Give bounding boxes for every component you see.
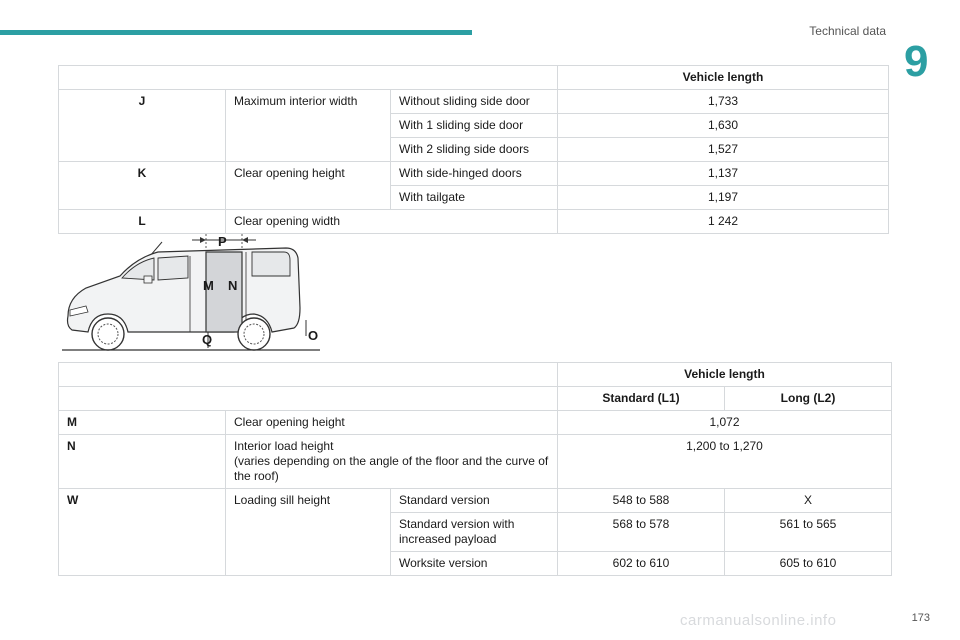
subheader-long: Long (L2): [725, 387, 892, 411]
dimension-code: W: [59, 489, 226, 576]
value-cell: 605 to 610: [725, 552, 892, 576]
value-cell: 1,137: [558, 162, 889, 186]
dimension-p-label: P: [218, 234, 227, 249]
column-header: Vehicle length: [558, 66, 889, 90]
mirror: [144, 276, 152, 283]
dimension-code: L: [59, 210, 226, 234]
table-header-row: [59, 363, 892, 387]
page-number: 173: [911, 612, 930, 624]
dimension-n-label: N: [228, 278, 238, 293]
value-cell: 1 242: [558, 210, 889, 234]
dimension-label: Clear opening width: [226, 210, 558, 234]
sub-label: Worksite version: [391, 552, 558, 576]
dimension-code: N: [59, 435, 226, 489]
value-cell: X: [725, 489, 892, 513]
value-cell: 568 to 578: [558, 513, 725, 552]
dimension-code: K: [59, 162, 226, 210]
header-accent-bar: [0, 30, 472, 35]
column-header: Vehicle length: [558, 363, 892, 387]
dimension-label: Interior load height: [234, 439, 334, 453]
table-header-row: [59, 66, 889, 90]
value-cell: 1,733: [558, 90, 889, 114]
value-cell: 1,527: [558, 138, 889, 162]
sub-label: With side-hinged doors: [391, 162, 558, 186]
dimension-q-label: Q: [202, 332, 213, 347]
value-cell: 548 to 588: [558, 489, 725, 513]
section-title: Technical data: [809, 24, 886, 38]
value-cell: 561 to 565: [725, 513, 892, 552]
dimension-label: Clear opening height: [226, 411, 558, 435]
load-height-table: [58, 362, 892, 576]
sub-label: Standard version: [391, 489, 558, 513]
sub-label: Standard version with increased payload: [391, 513, 558, 552]
rear-side-window: [252, 252, 290, 276]
table-subheader-row: [59, 387, 892, 411]
dimension-o-label: O: [308, 328, 319, 343]
watermark: carmanualsonline.info: [680, 612, 837, 629]
table-row: [59, 162, 889, 186]
front-wheel: [92, 318, 124, 350]
van-side-view-illustration: [58, 228, 333, 358]
rear-wheel: [238, 318, 270, 350]
dimension-code: M: [59, 411, 226, 435]
dimension-m-label: M: [203, 278, 214, 293]
dimension-label-cell: [226, 435, 558, 489]
chapter-number: 9: [904, 37, 929, 86]
dimension-code: J: [59, 90, 226, 162]
sub-label: Without sliding side door: [391, 90, 558, 114]
dimension-label: Clear opening height: [226, 162, 391, 210]
table-row: [59, 489, 892, 513]
value-cell: 1,630: [558, 114, 889, 138]
value-cell: 602 to 610: [558, 552, 725, 576]
value-cell: 1,197: [558, 186, 889, 210]
sub-label: With 1 sliding side door: [391, 114, 558, 138]
table-row: [59, 90, 889, 114]
dimension-label: Maximum interior width: [226, 90, 391, 162]
sub-label: With tailgate: [391, 186, 558, 210]
dimension-note: (varies depending on the angle of the floor and the curve of the roof): [234, 454, 549, 483]
table-row: [59, 411, 892, 435]
subheader-standard: Standard (L1): [558, 387, 725, 411]
value-cell: 1,200 to 1,270: [558, 435, 892, 489]
dimension-label: Loading sill height: [226, 489, 391, 576]
front-side-window: [158, 256, 188, 280]
value-cell: 1,072: [558, 411, 892, 435]
interior-width-table: [58, 65, 889, 234]
sub-label: With 2 sliding side doors: [391, 138, 558, 162]
table-row: [59, 435, 892, 489]
